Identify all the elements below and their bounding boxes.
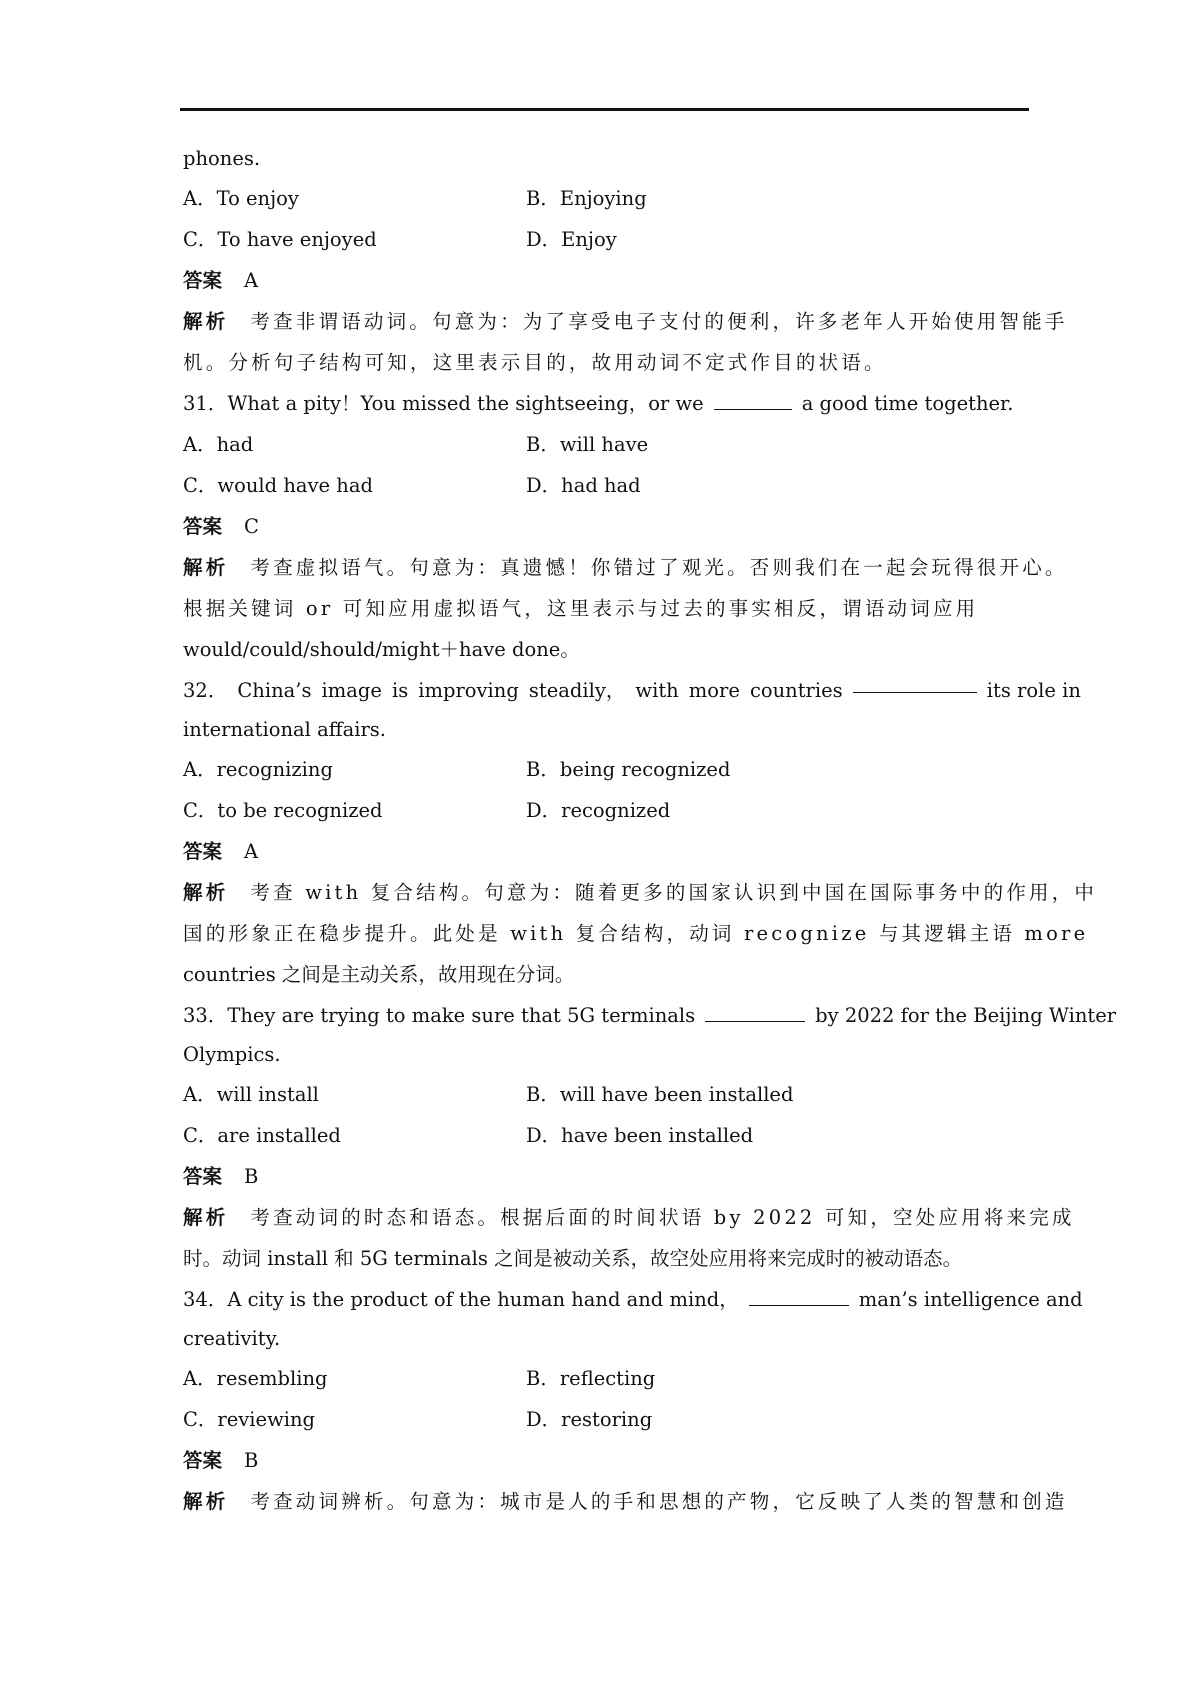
explanation-line: would/could/should/might＋have done。: [183, 638, 580, 661]
stem-text: a good time together.: [801, 392, 1014, 415]
options-row: [183, 790, 1083, 831]
options-row: [183, 1115, 1083, 1156]
options-row: [183, 1399, 1083, 1440]
question-31-stem: [183, 383, 1083, 424]
answer-line: [183, 506, 1083, 547]
answer-label: 答案: [183, 840, 223, 863]
answer-line: [183, 831, 1083, 872]
explanation-text: 考查动词的时态和语态。根据后面的时间状语 by 2022 可知，空处应用将来完成: [250, 1206, 1075, 1229]
options-row: [183, 424, 1083, 465]
answer-label: 答案: [183, 269, 223, 292]
stem-text: man’s intelligence and: [858, 1288, 1083, 1311]
explanation-line: countries 之间是主动关系，故用现在分词。: [183, 963, 575, 986]
explanation-text: 考查虚拟语气。句意为：真遗憾！你错过了观光。否则我们在一起会玩得很开心。: [250, 556, 1068, 579]
answer-blank: [853, 670, 977, 693]
explanation-label: 解析: [183, 310, 229, 333]
option-d: D．recognized: [526, 799, 671, 822]
answer-label: 答案: [183, 515, 223, 538]
stem-word: is: [391, 679, 409, 702]
answer-value: A: [244, 269, 259, 292]
explanation-label: 解析: [183, 556, 229, 579]
option-b: B．will have been installed: [526, 1083, 794, 1106]
explanation-text: 考查动词辨析。句意为：城市是人的手和思想的产物，它反映了人类的智慧和创造: [250, 1490, 1068, 1513]
answer-label: 答案: [183, 1165, 223, 1188]
explanation-label: 解析: [183, 1490, 229, 1513]
answer-value: B: [244, 1165, 259, 1188]
stem-word: with: [635, 679, 679, 702]
option-b: B．Enjoying: [526, 187, 647, 210]
answer-value: C: [244, 515, 259, 538]
option-c: C．reviewing: [183, 1408, 316, 1431]
stem-word: image: [321, 679, 382, 702]
stem-word: countries: [749, 679, 843, 702]
answer-blank: [705, 999, 805, 1022]
answer-blank: [714, 387, 792, 410]
stem-word: improving: [418, 679, 519, 702]
stem-text: 34．A city is the product of the human hand and mind，: [183, 1288, 739, 1311]
explanation-line: [183, 1197, 1083, 1238]
explanation-line: [183, 301, 1083, 342]
stem-text: 31．What a pity！You missed the sightseeing，or we: [183, 392, 704, 415]
explanation-label: 解析: [183, 1206, 229, 1229]
option-c: C．would have had: [183, 474, 373, 497]
explanation-line: [183, 1481, 1083, 1522]
option-d: D．restoring: [526, 1408, 653, 1431]
answer-label: 答案: [183, 1449, 223, 1472]
option-c: C．are installed: [183, 1124, 341, 1147]
options-row: [183, 749, 1083, 790]
explanation-line: 时。动词 install 和 5G terminals 之间是被动关系，故空处应用将来完成时的被动语态。: [183, 1247, 963, 1270]
option-d: D．Enjoy: [526, 228, 617, 251]
question-33-stem-line2: Olympics.: [183, 1043, 281, 1066]
options-row: [183, 465, 1083, 506]
option-b: B．being recognized: [526, 758, 731, 781]
option-b: B．reflecting: [526, 1367, 656, 1390]
question-32-stem-line2: international affairs.: [183, 718, 386, 741]
stem-text: 33．They are trying to make sure that 5G terminals: [183, 1004, 696, 1027]
answer-line: [183, 1440, 1083, 1481]
explanation-label: 解析: [183, 881, 229, 904]
question-32-stem: [183, 670, 1081, 711]
explanation-line: 机。分析句子结构可知，这里表示目的，故用动词不定式作目的状语。: [183, 351, 887, 374]
question-34-stem-line2: creativity.: [183, 1327, 281, 1350]
answer-value: B: [244, 1449, 259, 1472]
option-c: C．To have enjoyed: [183, 228, 377, 251]
options-row: [183, 178, 1083, 219]
answer-value: A: [244, 840, 259, 863]
explanation-text: 考查 with 复合结构。句意为：随着更多的国家认识到中国在国际事务中的作用，中: [250, 881, 1098, 904]
explanation-line: [183, 872, 1098, 913]
question-33-stem: [183, 995, 1117, 1036]
option-a: A．will install: [183, 1083, 319, 1106]
option-a: A．had: [183, 433, 254, 456]
header-rule: [180, 108, 1029, 111]
question-34-stem: [183, 1279, 1083, 1320]
option-d: D．had had: [526, 474, 641, 497]
option-c: C．to be recognized: [183, 799, 383, 822]
option-a: A．To enjoy: [183, 187, 299, 210]
options-row: [183, 1358, 1083, 1399]
option-a: A．resembling: [183, 1367, 328, 1390]
option-d: D．have been installed: [526, 1124, 754, 1147]
option-b: B．will have: [526, 433, 649, 456]
explanation-line: [183, 547, 1083, 588]
stem-text: by 2022 for the Beijing Winter: [815, 1004, 1117, 1027]
answer-line: [183, 1156, 1083, 1197]
stem-word: China’s: [237, 679, 312, 702]
option-a: A．recognizing: [183, 758, 333, 781]
continued-text: phones.: [183, 147, 261, 170]
explanation-line: 根据关键词 or 可知应用虚拟语气，这里表示与过去的事实相反，谓语动词应用: [183, 597, 979, 620]
options-row: [183, 1074, 1083, 1115]
options-row: [183, 219, 1083, 260]
stem-text: its role in: [986, 679, 1081, 702]
explanation-text: 考查非谓语动词。句意为：为了享受电子支付的便利，许多老年人开始使用智能手: [250, 310, 1068, 333]
stem-word: steadily，: [528, 679, 626, 702]
stem-word: 32．: [183, 679, 228, 702]
explanation-line: 国的形象正在稳步提升。此处是 with 复合结构，动词 recognize 与其逻辑主语 more: [183, 922, 1089, 945]
page-content: [183, 140, 1117, 1522]
answer-blank: [749, 1283, 849, 1306]
answer-line: [183, 260, 1083, 301]
stem-word: more: [688, 679, 740, 702]
